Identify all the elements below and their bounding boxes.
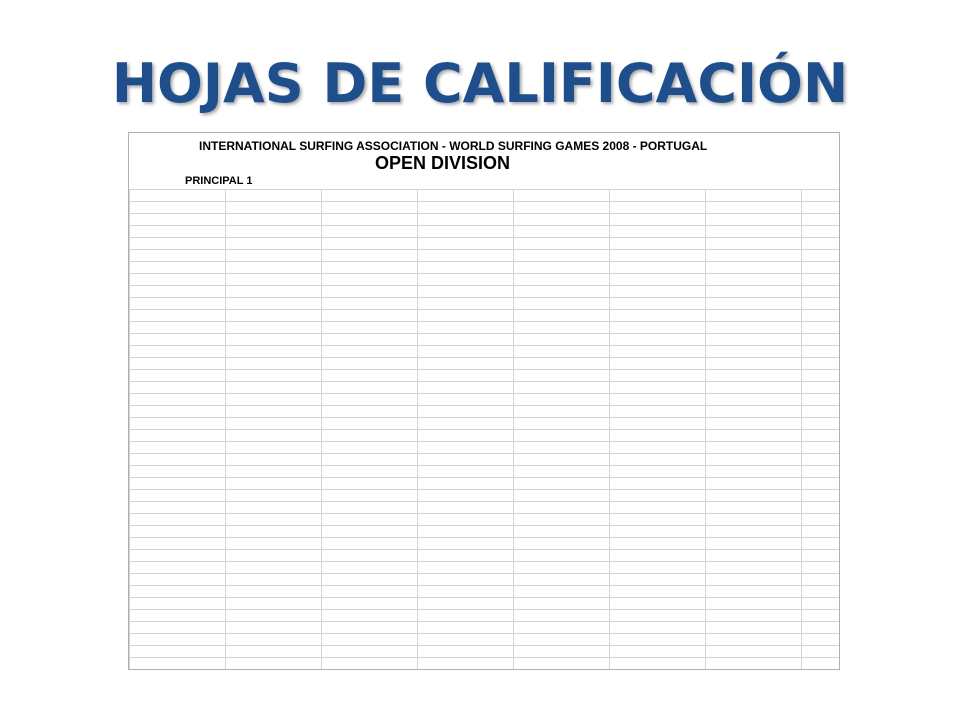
slide-title: HOJAS DE CALIFICACIÓN	[111, 52, 849, 115]
spreadsheet-area	[128, 132, 840, 670]
sheet-round-label: PRINCIPAL 1	[185, 175, 253, 187]
sheet-division-title: OPEN DIVISION	[375, 153, 511, 173]
sheet-organization-header: INTERNATIONAL SURFING ASSOCIATION - WORLD SURFING GAMES 2008 - PORTUGAL	[199, 139, 708, 153]
heat-grid	[129, 189, 839, 669]
